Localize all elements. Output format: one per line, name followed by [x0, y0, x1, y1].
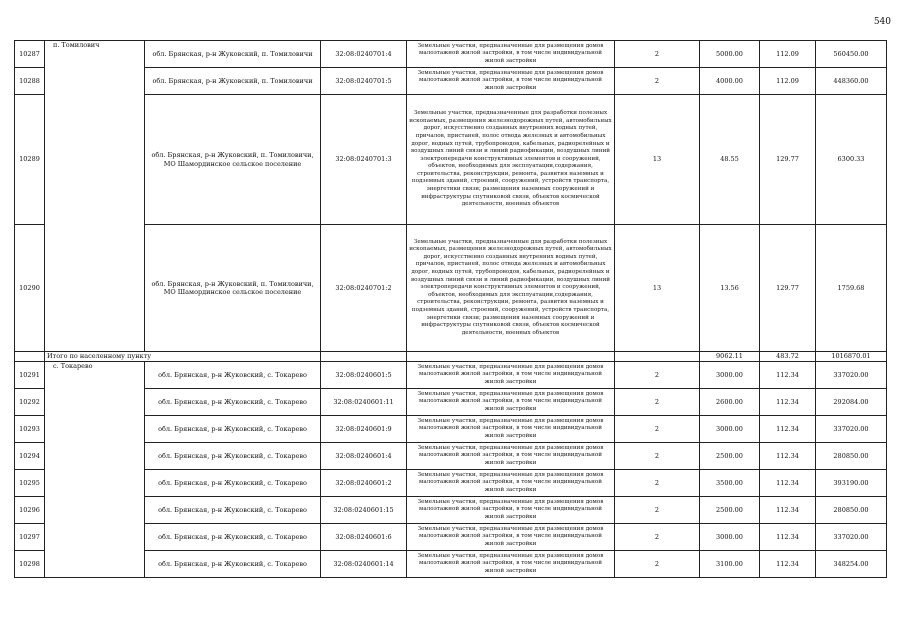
- row-cadastre: 32:08:0240601:14: [321, 551, 407, 578]
- row-group: 2: [615, 470, 700, 497]
- row-group: 13: [615, 95, 700, 225]
- row-rate: 112.34: [760, 362, 816, 389]
- row-value: 337020.00: [816, 416, 887, 443]
- table-row: [15, 362, 887, 389]
- row-value: 292084.00: [816, 389, 887, 416]
- row-value: 448360.00: [816, 68, 887, 95]
- row-rate: 112.34: [760, 416, 816, 443]
- row-cadastre: 32:08:0240601:5: [321, 362, 407, 389]
- row-value: 280850.00: [816, 497, 887, 524]
- row-address: обл. Брянская, р-н Жуковский, с. Токарево: [145, 470, 321, 497]
- row-rate: 112.09: [760, 68, 816, 95]
- row-value: 337020.00: [816, 524, 887, 551]
- subtotal-row: [15, 352, 887, 362]
- row-area: 3000.00: [700, 416, 760, 443]
- row-id: 10298: [15, 551, 45, 578]
- row-group: 2: [615, 68, 700, 95]
- row-purpose: Земельные участки, предназначенные для размещения домов малоэтажной жилой застройки, в том числе индивидуальной жилой застройки: [407, 362, 615, 389]
- row-purpose: Земельные участки, предназначенные для размещения домов малоэтажной жилой застройки, в том числе индивидуальной жилой застройки: [407, 524, 615, 551]
- row-rate: 112.34: [760, 470, 816, 497]
- row-address: обл. Брянская, р-н Жуковский, с. Токарево: [145, 416, 321, 443]
- table-row: [15, 225, 887, 352]
- row-group: 2: [615, 551, 700, 578]
- row-value: 337020.00: [816, 362, 887, 389]
- row-area: 3100.00: [700, 551, 760, 578]
- subtotal-label: Итого по населенному пункту: [45, 352, 321, 362]
- table-row: [15, 389, 887, 416]
- row-id: 10296: [15, 497, 45, 524]
- row-group: 2: [615, 443, 700, 470]
- row-rate: 112.34: [760, 497, 816, 524]
- table-row: [15, 497, 887, 524]
- row-cadastre: 32:08:0240601:6: [321, 524, 407, 551]
- row-id: 10288: [15, 68, 45, 95]
- row-address: обл. Брянская, р-н Жуковский, с. Токарево: [145, 362, 321, 389]
- row-cadastre: 32:08:0240701:4: [321, 41, 407, 68]
- row-rate: 112.34: [760, 551, 816, 578]
- table-row: [15, 68, 887, 95]
- row-area: 3000.00: [700, 362, 760, 389]
- table-row: [15, 551, 887, 578]
- row-address: обл. Брянская, р-н Жуковский, п. Томиловичи: [145, 41, 321, 68]
- row-address: обл. Брянская, р-н Жуковский, с. Токарево: [145, 551, 321, 578]
- table-row: [15, 416, 887, 443]
- page-number: 540: [873, 17, 891, 27]
- row-address: обл. Брянская, р-н Жуковский, п. Томиловичи: [145, 68, 321, 95]
- row-area: 3000.00: [700, 524, 760, 551]
- row-address: обл. Брянская, р-н Жуковский, п. Томиловичи, МО Шамординское сельское поселение: [145, 95, 321, 225]
- row-cadastre: 32:08:0240701:3: [321, 95, 407, 225]
- table-row: [15, 95, 887, 225]
- row-purpose: Земельные участки, предназначенные для разработки полезных ископаемых, размещения железнодорожных путей, автомобильных дорог, искусственно созданных внутренних водных путей, причалов, пристаней, полос отвода железных и автомобильных дорог, водных путей, трубопроводов, кабельных, радиорелейных и воздушных линий связи и линий радиофикации, воздушных линий электропередачи конструктивных элементов и сооружений, объектов, необходимых для эксплуатации,содержания, строительства, реконструкции, ремонта, развития наземных и подземных зданий, строений, сооружений, устройств транспорта, энергетики связи; размещения наземных сооружений и инфраструктуры спутниковой связи, объектов космической деятельности, военных объектов: [407, 225, 615, 352]
- row-group: 2: [615, 416, 700, 443]
- table-row: [15, 470, 887, 497]
- settlement-name: п. Томилович: [45, 41, 145, 352]
- row-address: обл. Брянская, р-н Жуковский, с. Токарево: [145, 497, 321, 524]
- row-address: обл. Брянская, р-н Жуковский, с. Токарево: [145, 389, 321, 416]
- row-value: 1759.68: [816, 225, 887, 352]
- row-value: 6300.33: [816, 95, 887, 225]
- row-purpose: Земельные участки, предназначенные для размещения домов малоэтажной жилой застройки, в том числе индивидуальной жилой застройки: [407, 443, 615, 470]
- table-row: [15, 443, 887, 470]
- row-purpose: Земельные участки, предназначенные для разработки полезных ископаемых, размещения железнодорожных путей, автомобильных дорог, искусственно созданных внутренних водных путей, причалов, пристаней, полос отвода железных и автомобильных дорог, водных путей, трубопроводов, кабельных, радиорелейных и воздушных линий связи и линий радиофикации, воздушных линий электропередачи конструктивных элементов и сооружений, объектов, необходимых для эксплуатации,содержания, строительства, реконструкции, ремонта, развития наземных и подземных зданий, строений, сооружений, устройств транспорта, энергетики связи; размещения наземных сооружений и инфраструктуры спутниковой связи, объектов космической деятельности, военных объектов: [407, 95, 615, 225]
- row-area: 48.55: [700, 95, 760, 225]
- row-purpose: Земельные участки, предназначенные для размещения домов малоэтажной жилой застройки, в том числе индивидуальной жилой застройки: [407, 389, 615, 416]
- row-cadastre: 32:08:0240601:15: [321, 497, 407, 524]
- row-address: обл. Брянская, р-н Жуковский, с. Токарево: [145, 524, 321, 551]
- row-area: 13.56: [700, 225, 760, 352]
- row-area: 5000.00: [700, 41, 760, 68]
- subtotal-rate: 483.72: [760, 352, 816, 362]
- row-purpose: Земельные участки, предназначенные для размещения домов малоэтажной жилой застройки, в том числе индивидуальной жилой застройки: [407, 68, 615, 95]
- row-cadastre: 32:08:0240601:11: [321, 389, 407, 416]
- row-id: 10292: [15, 389, 45, 416]
- row-purpose: Земельные участки, предназначенные для размещения домов малоэтажной жилой застройки, в том числе индивидуальной жилой застройки: [407, 416, 615, 443]
- subtotal-area: 9062.11: [700, 352, 760, 362]
- row-area: 3500.00: [700, 470, 760, 497]
- row-area: 2500.00: [700, 443, 760, 470]
- row-rate: 129.77: [760, 225, 816, 352]
- row-cadastre: 32:08:0240701:2: [321, 225, 407, 352]
- table-row: [15, 524, 887, 551]
- row-cadastre: 32:08:0240701:5: [321, 68, 407, 95]
- settlement-name: с. Токарево: [45, 362, 145, 578]
- row-rate: 112.09: [760, 41, 816, 68]
- row-purpose: Земельные участки, предназначенные для размещения домов малоэтажной жилой застройки, в том числе индивидуальной жилой застройки: [407, 551, 615, 578]
- row-cadastre: 32:08:0240601:4: [321, 443, 407, 470]
- subtotal-value: 1016870.01: [816, 352, 887, 362]
- row-group: 2: [615, 524, 700, 551]
- row-purpose: Земельные участки, предназначенные для размещения домов малоэтажной жилой застройки, в том числе индивидуальной жилой застройки: [407, 497, 615, 524]
- row-group: 2: [615, 362, 700, 389]
- row-id: 10290: [15, 225, 45, 352]
- row-id: 10289: [15, 95, 45, 225]
- row-purpose: Земельные участки, предназначенные для размещения домов малоэтажной жилой застройки, в том числе индивидуальной жилой застройки: [407, 470, 615, 497]
- row-id: 10294: [15, 443, 45, 470]
- row-group: 13: [615, 225, 700, 352]
- row-cadastre: 32:08:0240601:2: [321, 470, 407, 497]
- row-id: 10291: [15, 362, 45, 389]
- row-address: обл. Брянская, р-н Жуковский, с. Токарево: [145, 443, 321, 470]
- row-value: 560450.00: [816, 41, 887, 68]
- land-valuation-table: [14, 40, 887, 578]
- row-area: 2500.00: [700, 497, 760, 524]
- row-value: 393190.00: [816, 470, 887, 497]
- row-cadastre: 32:08:0240601:9: [321, 416, 407, 443]
- row-id: 10297: [15, 524, 45, 551]
- table-row: [15, 41, 887, 68]
- row-value: 348254.00: [816, 551, 887, 578]
- row-area: 4000.00: [700, 68, 760, 95]
- row-id: 10287: [15, 41, 45, 68]
- row-group: 2: [615, 389, 700, 416]
- row-rate: 112.34: [760, 389, 816, 416]
- row-purpose: Земельные участки, предназначенные для размещения домов малоэтажной жилой застройки, в том числе индивидуальной жилой застройки: [407, 41, 615, 68]
- row-address: обл. Брянская, р-н Жуковский, п. Томиловичи, МО Шамординское сельское поселение: [145, 225, 321, 352]
- row-id: 10295: [15, 470, 45, 497]
- row-rate: 129.77: [760, 95, 816, 225]
- row-id: 10293: [15, 416, 45, 443]
- row-rate: 112.34: [760, 443, 816, 470]
- row-value: 280850.00: [816, 443, 887, 470]
- row-group: 2: [615, 497, 700, 524]
- row-rate: 112.34: [760, 524, 816, 551]
- row-area: 2600.00: [700, 389, 760, 416]
- row-group: 2: [615, 41, 700, 68]
